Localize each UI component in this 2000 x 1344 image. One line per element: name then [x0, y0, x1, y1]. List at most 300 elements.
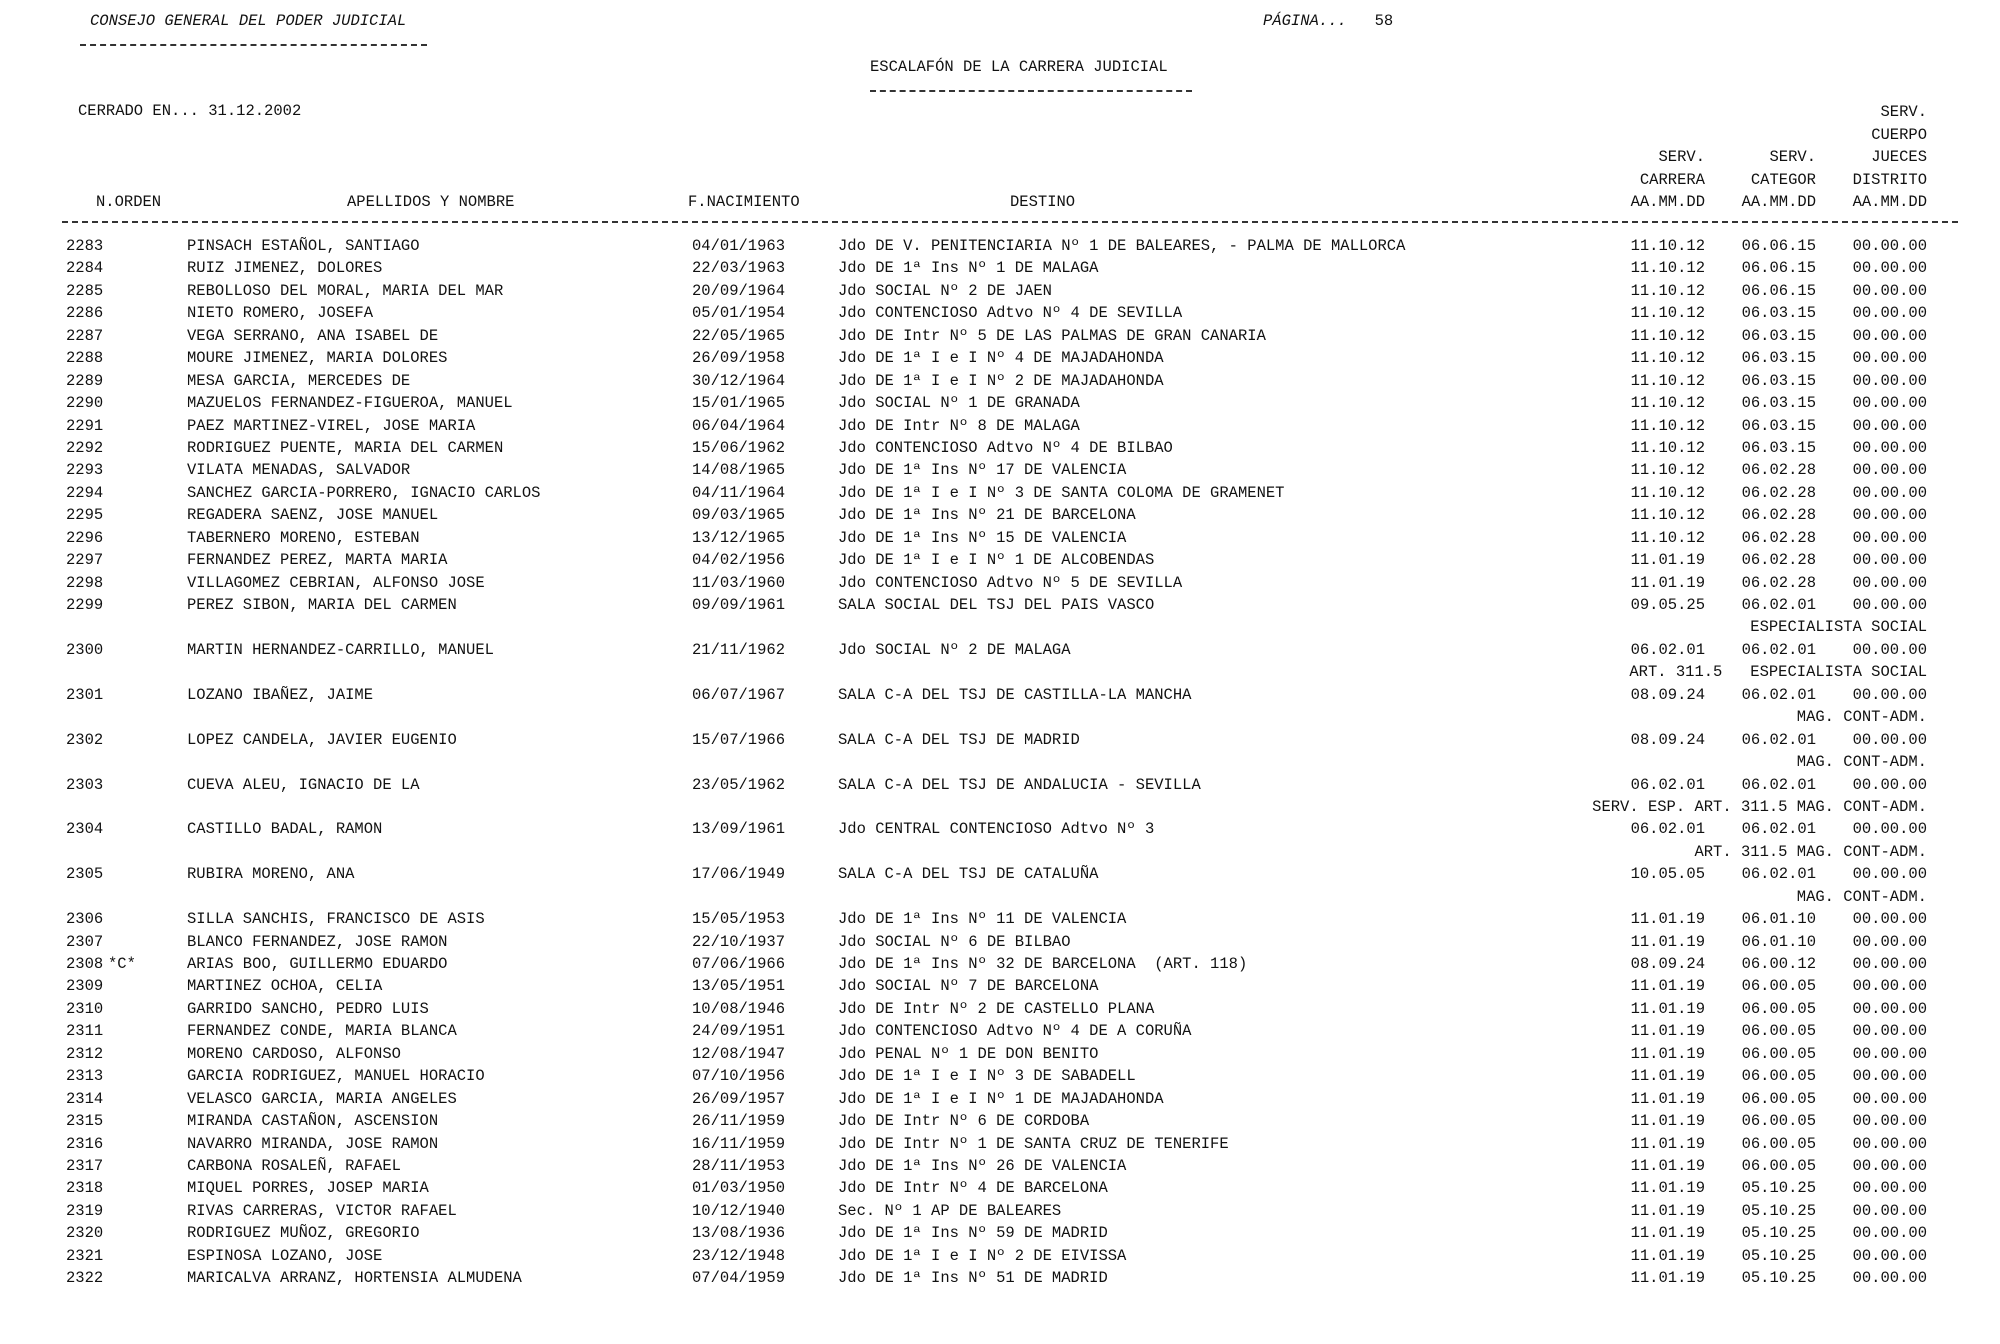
full-name: MORENO CARDOSO, ALFONSO [187, 1044, 401, 1063]
orden-number: 2306 [66, 910, 104, 929]
serv-distrito: 00.00.00 [1852, 775, 1927, 794]
table-row [0, 998, 2000, 1020]
serv-carrera: 11.01.19 [1630, 1089, 1705, 1108]
orden-number: 2286 [66, 304, 104, 323]
table-row [0, 459, 2000, 481]
birth-date: 05/01/1954 [692, 304, 786, 323]
table-row [0, 1245, 2000, 1267]
orden-number: 2295 [66, 506, 104, 525]
orden-number: 2291 [66, 416, 104, 435]
serv-carrera: 11.10.12 [1630, 259, 1705, 278]
birth-date: 07/10/1956 [692, 1067, 786, 1086]
row-annotation: MAG. CONT-ADM. [1796, 753, 1927, 772]
orden-number: 2314 [66, 1089, 104, 1108]
destination: Jdo DE Intr Nº 1 DE SANTA CRUZ DE TENERIFE [838, 1134, 1229, 1153]
birth-date: 12/08/1947 [692, 1044, 786, 1063]
full-name: VILLAGOMEZ CEBRIAN, ALFONSO JOSE [187, 573, 485, 592]
birth-date: 14/08/1965 [692, 461, 786, 480]
serv-distrito: 00.00.00 [1852, 865, 1927, 884]
orden-number: 2298 [66, 573, 104, 592]
row-annotation-line [0, 796, 2000, 818]
orden-number: 2308 [66, 955, 104, 973]
title-underline [870, 90, 1192, 92]
birth-date: 23/12/1948 [692, 1246, 786, 1265]
full-name: REBOLLOSO DEL MORAL, MARIA DEL MAR [187, 281, 504, 300]
table-row [0, 818, 2000, 840]
header-line: AA.MM.DD [1741, 193, 1816, 211]
full-name: MOURE JIMENEZ, MARIA DOLORES [187, 349, 448, 368]
table-row [0, 1222, 2000, 1244]
serv-distrito: 00.00.00 [1852, 438, 1927, 457]
serv-categoria: 05.10.25 [1741, 1269, 1816, 1288]
full-name: REGADERA SAENZ, JOSE MANUEL [187, 506, 439, 525]
birth-date: 09/03/1965 [692, 506, 786, 525]
row-annotation: ART. 311.5 ESPECIALISTA SOCIAL [1629, 663, 1927, 682]
header-line: JUECES [1871, 148, 1927, 166]
full-name: CUEVA ALEU, IGNACIO DE LA [187, 775, 420, 794]
table-row [0, 235, 2000, 257]
serv-distrito: 00.00.00 [1852, 281, 1927, 300]
table-row [0, 415, 2000, 437]
serv-carrera: 08.09.24 [1630, 685, 1705, 704]
serv-distrito: 00.00.00 [1852, 955, 1927, 973]
closing-label: CERRADO EN... [78, 102, 199, 120]
row-annotation-line [0, 886, 2000, 908]
serv-carrera: 11.10.12 [1630, 326, 1705, 345]
orden-number: 2296 [66, 528, 104, 547]
orden-number: 2287 [66, 326, 104, 345]
destination: Jdo CENTRAL CONTENCIOSO Adtvo Nº 3 [838, 820, 1155, 839]
document-title: ESCALAFÓN DE LA CARRERA JUDICIAL [870, 58, 1168, 76]
destination: Jdo CONTENCIOSO Adtvo Nº 4 DE SEVILLA [838, 304, 1183, 323]
full-name: MARTINEZ OCHOA, CELIA [187, 977, 383, 996]
row-annotation: SERV. ESP. ART. 311.5 MAG. CONT-ADM. [1592, 797, 1927, 816]
serv-distrito: 00.00.00 [1852, 394, 1927, 413]
full-name: VELASCO GARCIA, MARIA ANGELES [187, 1089, 457, 1108]
serv-carrera: 11.10.12 [1630, 461, 1705, 480]
birth-date: 17/06/1949 [692, 865, 786, 884]
full-name: BLANCO FERNANDEZ, JOSE RAMON [187, 932, 448, 951]
full-name: GARCIA RODRIGUEZ, MANUEL HORACIO [187, 1067, 485, 1086]
birth-date: 04/11/1964 [692, 483, 786, 502]
closing-date-value: 31.12.2002 [208, 102, 302, 120]
orden-number: 2289 [66, 371, 104, 390]
serv-categoria: 05.10.25 [1741, 1246, 1816, 1265]
orden-number: 2299 [66, 596, 104, 614]
serv-distrito: 00.00.00 [1852, 820, 1927, 839]
orden-number: 2301 [66, 685, 104, 704]
orden-number: 2300 [66, 640, 104, 659]
full-name: TABERNERO MORENO, ESTEBAN [187, 528, 420, 547]
full-name: PINSACH ESTAÑOL, SANTIAGO [187, 237, 420, 255]
serv-categoria: 05.10.25 [1741, 1179, 1816, 1198]
birth-date: 22/05/1965 [692, 326, 786, 345]
destination: Jdo DE 1ª Ins Nº 1 DE MALAGA [838, 259, 1099, 278]
destination: Jdo SOCIAL Nº 6 DE BILBAO [838, 932, 1071, 951]
destination: SALA C-A DEL TSJ DE CATALUÑA [838, 865, 1099, 884]
full-name: LOZANO IBAÑEZ, JAIME [187, 685, 374, 704]
col-header-categor [1742, 146, 1816, 214]
full-name: SILLA SANCHIS, FRANCISCO DE ASIS [187, 910, 485, 929]
destination: Jdo DE 1ª Ins Nº 15 DE VALENCIA [838, 528, 1127, 547]
table-row [0, 1020, 2000, 1042]
orden-number: 2312 [66, 1044, 104, 1063]
birth-date: 26/11/1959 [692, 1112, 786, 1131]
serv-carrera: 11.10.12 [1630, 371, 1705, 390]
orden-number: 2284 [66, 259, 104, 278]
birth-date: 06/07/1967 [692, 685, 786, 704]
serv-carrera: 11.01.19 [1630, 1022, 1705, 1041]
serv-categoria: 06.02.28 [1741, 461, 1816, 480]
serv-carrera: 11.01.19 [1630, 1224, 1705, 1243]
page-indicator [1263, 12, 1393, 30]
table-row [0, 527, 2000, 549]
orden-number: 2322 [66, 1269, 104, 1288]
orden-number: 2309 [66, 977, 104, 996]
full-name: CASTILLO BADAL, RAMON [187, 820, 383, 839]
destination: Jdo DE Intr Nº 2 DE CASTELLO PLANA [838, 999, 1155, 1018]
serv-categoria: 06.03.15 [1741, 416, 1816, 435]
destination: SALA C-A DEL TSJ DE CASTILLA-LA MANCHA [838, 685, 1192, 704]
orden-number: 2288 [66, 349, 104, 368]
full-name: ARIAS BOO, GUILLERMO EDUARDO [187, 955, 448, 973]
destination: SALA SOCIAL DEL TSJ DEL PAIS VASCO [838, 596, 1155, 614]
serv-distrito: 00.00.00 [1852, 461, 1927, 480]
serv-carrera: 11.10.12 [1630, 416, 1705, 435]
full-name: SANCHEZ GARCIA-PORRERO, IGNACIO CARLOS [187, 483, 541, 502]
table-row [0, 684, 2000, 706]
birth-date: 01/03/1950 [692, 1179, 786, 1198]
serv-distrito: 00.00.00 [1852, 1134, 1927, 1153]
full-name: RODRIGUEZ PUENTE, MARIA DEL CARMEN [187, 438, 504, 457]
full-name: MIRANDA CASTAÑON, ASCENSION [187, 1112, 439, 1131]
serv-distrito: 00.00.00 [1852, 551, 1927, 570]
full-name: FERNANDEZ PEREZ, MARTA MARIA [187, 551, 448, 570]
serv-distrito: 00.00.00 [1852, 1269, 1927, 1288]
serv-carrera: 11.01.19 [1630, 1179, 1705, 1198]
row-annotation-line [0, 661, 2000, 683]
birth-date: 10/12/1940 [692, 1201, 786, 1220]
table-row [0, 504, 2000, 526]
serv-distrito: 00.00.00 [1852, 1179, 1927, 1198]
table-row [0, 482, 2000, 504]
serv-categoria: 06.02.01 [1741, 596, 1816, 614]
serv-distrito: 00.00.00 [1852, 999, 1927, 1018]
header-line: CUERPO [1871, 125, 1927, 144]
full-name: RIVAS CARRERAS, VICTOR RAFAEL [187, 1201, 457, 1220]
row-annotation: ART. 311.5 MAG. CONT-ADM. [1694, 842, 1927, 861]
serv-carrera: 11.01.19 [1630, 1134, 1705, 1153]
serv-distrito: 00.00.00 [1852, 506, 1927, 525]
serv-carrera: 11.01.19 [1630, 1156, 1705, 1175]
serv-distrito: 00.00.00 [1852, 326, 1927, 345]
serv-categoria: 06.02.28 [1741, 528, 1816, 547]
serv-carrera: 11.10.12 [1630, 304, 1705, 323]
full-name: MESA GARCIA, MERCEDES DE [187, 371, 411, 390]
row-annotation-line [0, 841, 2000, 863]
serv-carrera: 11.01.19 [1630, 1112, 1705, 1131]
col-header-nombre: APELLIDOS Y NOMBRE [347, 193, 515, 211]
serv-categoria: 06.00.05 [1741, 1044, 1816, 1063]
header-line: AA.MM.DD [1630, 193, 1705, 211]
table-row [0, 774, 2000, 796]
col-header-nacimiento: F.NACIMIENTO [688, 193, 800, 211]
serv-categoria: 06.02.01 [1741, 865, 1816, 884]
destination: Jdo DE 1ª Ins Nº 26 DE VALENCIA [838, 1156, 1127, 1175]
serv-categoria: 06.02.01 [1741, 775, 1816, 794]
serv-carrera: 11.10.12 [1630, 483, 1705, 502]
serv-categoria: 06.00.05 [1741, 1134, 1816, 1153]
table-row [0, 1267, 2000, 1289]
birth-date: 30/12/1964 [692, 371, 786, 390]
destination: Jdo DE 1ª I e I Nº 1 DE ALCOBENDAS [838, 551, 1155, 570]
serv-categoria: 06.03.15 [1741, 349, 1816, 368]
orden-number: 2303 [66, 775, 104, 794]
header-line: SERV. [1769, 148, 1816, 166]
table-row [0, 325, 2000, 347]
table-row [0, 863, 2000, 885]
full-name: RUIZ JIMENEZ, DOLORES [187, 259, 383, 278]
full-name: MARICALVA ARRANZ, HORTENSIA ALMUDENA [187, 1269, 522, 1288]
full-name: VEGA SERRANO, ANA ISABEL DE [187, 326, 439, 345]
orden-number: 2302 [66, 730, 104, 749]
full-name: RODRIGUEZ MUÑOZ, GREGORIO [187, 1224, 420, 1243]
full-name: MARTIN HERNANDEZ-CARRILLO, MANUEL [187, 640, 494, 659]
table-row [0, 1065, 2000, 1087]
birth-date: 13/09/1961 [692, 820, 786, 839]
destination: Jdo DE 1ª Ins Nº 51 DE MADRID [838, 1269, 1108, 1288]
serv-categoria: 06.03.15 [1741, 326, 1816, 345]
destination: Jdo CONTENCIOSO Adtvo Nº 4 DE A CORUÑA [838, 1022, 1192, 1041]
destination: Jdo DE Intr Nº 4 DE BARCELONA [838, 1179, 1108, 1198]
serv-carrera: 06.02.01 [1630, 640, 1705, 659]
destination: Jdo SOCIAL Nº 2 DE MALAGA [838, 640, 1071, 659]
orden-number: 2285 [66, 281, 104, 300]
birth-date: 23/05/1962 [692, 775, 786, 794]
serv-carrera: 11.01.19 [1630, 551, 1705, 570]
orden-number: 2318 [66, 1179, 104, 1198]
birth-date: 07/04/1959 [692, 1269, 786, 1288]
birth-date: 13/08/1936 [692, 1224, 786, 1243]
header-separator [62, 221, 1958, 223]
serv-distrito: 00.00.00 [1852, 1044, 1927, 1063]
orden-number: 2292 [66, 438, 104, 457]
serv-distrito: 00.00.00 [1852, 349, 1927, 368]
col-header-carrera [1631, 146, 1705, 214]
orden-number: 2319 [66, 1201, 104, 1220]
birth-date: 09/09/1961 [692, 596, 786, 614]
orden-number: 2290 [66, 394, 104, 413]
table-row [0, 729, 2000, 751]
col-header-distrito [1853, 101, 1927, 214]
destination: Jdo DE 1ª Ins Nº 17 DE VALENCIA [838, 461, 1127, 480]
org-underline [80, 44, 427, 46]
serv-distrito: 00.00.00 [1852, 1201, 1927, 1220]
row-annotation: ESPECIALISTA SOCIAL [1750, 618, 1927, 637]
destination: Jdo DE 1ª I e I Nº 2 DE MAJADAHONDA [838, 371, 1164, 390]
serv-distrito: 00.00.00 [1852, 596, 1927, 614]
birth-date: 10/08/1946 [692, 999, 786, 1018]
table-row [0, 931, 2000, 953]
birth-date: 15/05/1953 [692, 910, 786, 929]
serv-carrera: 11.10.12 [1630, 438, 1705, 457]
serv-carrera: 09.05.25 [1630, 596, 1705, 614]
serv-categoria: 06.00.05 [1741, 1067, 1816, 1086]
serv-categoria: 06.00.05 [1741, 999, 1816, 1018]
orden-number: 2320 [66, 1224, 104, 1243]
birth-date: 04/01/1963 [692, 237, 786, 255]
full-name: PAEZ MARTINEZ-VIREL, JOSE MARIA [187, 416, 476, 435]
orden-number: 2315 [66, 1112, 104, 1131]
destination: Jdo DE 1ª I e I Nº 2 DE EIVISSA [838, 1246, 1127, 1265]
serv-distrito: 00.00.00 [1852, 528, 1927, 547]
table-row [0, 1133, 2000, 1155]
full-name: MAZUELOS FERNANDEZ-FIGUEROA, MANUEL [187, 394, 513, 413]
destination: Jdo SOCIAL Nº 1 DE GRANADA [838, 394, 1080, 413]
serv-categoria: 06.02.01 [1741, 820, 1816, 839]
serv-carrera: 11.01.19 [1630, 1269, 1705, 1288]
header-line: SERV. [1658, 148, 1705, 166]
birth-date: 07/06/1966 [692, 955, 786, 973]
page-number: 58 [1374, 12, 1394, 30]
serv-distrito: 00.00.00 [1852, 977, 1927, 996]
serv-carrera: 08.09.24 [1630, 730, 1705, 749]
full-name: NAVARRO MIRANDA, JOSE RAMON [187, 1134, 439, 1153]
serv-carrera: 06.02.01 [1630, 775, 1705, 794]
serv-categoria: 06.03.15 [1741, 304, 1816, 323]
table-row [0, 953, 2000, 975]
birth-date: 13/12/1965 [692, 528, 786, 547]
serv-carrera: 11.01.19 [1630, 977, 1705, 996]
destination: Jdo DE 1ª I e I Nº 1 DE MAJADAHONDA [838, 1089, 1164, 1108]
table-row [0, 347, 2000, 369]
escalafon-table [0, 235, 2000, 1290]
birth-date: 22/10/1937 [692, 932, 786, 951]
destination: Jdo CONTENCIOSO Adtvo Nº 5 DE SEVILLA [838, 573, 1183, 592]
destination: Sec. Nº 1 AP DE BALEARES [838, 1201, 1062, 1220]
serv-carrera: 11.10.12 [1630, 528, 1705, 547]
serv-carrera: 06.02.01 [1630, 820, 1705, 839]
serv-distrito: 00.00.00 [1852, 640, 1927, 659]
serv-carrera: 11.01.19 [1630, 999, 1705, 1018]
full-name: FERNANDEZ CONDE, MARIA BLANCA [187, 1022, 457, 1041]
serv-carrera: 11.01.19 [1630, 1044, 1705, 1063]
serv-categoria: 06.00.05 [1741, 1089, 1816, 1108]
serv-categoria: 06.01.10 [1741, 910, 1816, 929]
full-name: PEREZ SIBON, MARIA DEL CARMEN [187, 596, 457, 614]
destination: Jdo DE 1ª Ins Nº 32 DE BARCELONA (ART. 118) [838, 955, 1248, 973]
serv-distrito: 00.00.00 [1852, 685, 1927, 704]
serv-distrito: 00.00.00 [1852, 573, 1927, 592]
serv-categoria: 06.02.28 [1741, 573, 1816, 592]
serv-distrito: 00.00.00 [1852, 237, 1927, 255]
full-name: GARRIDO SANCHO, PEDRO LUIS [187, 999, 429, 1018]
serv-carrera: 11.10.12 [1630, 394, 1705, 413]
destination: Jdo DE 1ª I e I Nº 3 DE SANTA COLOMA DE GRAMENET [838, 483, 1285, 502]
birth-date: 04/02/1956 [692, 551, 786, 570]
table-row [0, 370, 2000, 392]
table-row [0, 908, 2000, 930]
orden-number: 2294 [66, 483, 104, 502]
orden-number: 2293 [66, 461, 104, 480]
birth-date: 22/03/1963 [692, 259, 786, 278]
birth-date: 15/06/1962 [692, 438, 786, 457]
serv-distrito: 00.00.00 [1852, 1246, 1927, 1265]
serv-categoria: 06.06.15 [1741, 281, 1816, 300]
orden-number: 2317 [66, 1156, 104, 1175]
serv-categoria: 06.06.15 [1741, 237, 1816, 255]
serv-carrera: 11.01.19 [1630, 910, 1705, 929]
birth-date: 16/11/1959 [692, 1134, 786, 1153]
serv-categoria: 06.00.05 [1741, 977, 1816, 996]
serv-categoria: 06.02.28 [1741, 551, 1816, 570]
orden-number: 2305 [66, 865, 104, 884]
table-row [0, 437, 2000, 459]
birth-date: 26/09/1957 [692, 1089, 786, 1108]
orden-flag: *C* [108, 955, 136, 973]
header-line: CARRERA [1639, 170, 1705, 189]
table-row [0, 975, 2000, 997]
serv-carrera: 11.10.12 [1630, 237, 1705, 255]
serv-distrito: 00.00.00 [1852, 483, 1927, 502]
serv-categoria: 06.02.01 [1741, 640, 1816, 659]
destination: Jdo DE 1ª I e I Nº 3 DE SABADELL [838, 1067, 1136, 1086]
serv-categoria: 05.10.25 [1741, 1224, 1816, 1243]
table-row [0, 302, 2000, 324]
serv-distrito: 00.00.00 [1852, 416, 1927, 435]
destination: Jdo PENAL Nº 1 DE DON BENITO [838, 1044, 1099, 1063]
serv-categoria: 06.06.15 [1741, 259, 1816, 278]
serv-categoria: 06.02.01 [1741, 685, 1816, 704]
serv-distrito: 00.00.00 [1852, 371, 1927, 390]
row-annotation-line [0, 706, 2000, 728]
table-row [0, 1088, 2000, 1110]
header-line: CATEGOR [1750, 170, 1816, 189]
header-line: AA.MM.DD [1852, 193, 1927, 211]
serv-categoria: 05.10.25 [1741, 1201, 1816, 1220]
destination: Jdo SOCIAL Nº 2 DE JAEN [838, 281, 1052, 300]
header-line: SERV. [1880, 103, 1927, 121]
orden-number: 2307 [66, 932, 104, 951]
destination: Jdo DE 1ª I e I Nº 4 DE MAJADAHONDA [838, 349, 1164, 368]
row-annotation-line [0, 751, 2000, 773]
destination: Jdo DE 1ª Ins Nº 11 DE VALENCIA [838, 910, 1127, 929]
serv-categoria: 06.02.01 [1741, 730, 1816, 749]
serv-categoria: 06.01.10 [1741, 932, 1816, 951]
serv-carrera: 11.01.19 [1630, 932, 1705, 951]
serv-carrera: 11.10.12 [1630, 281, 1705, 300]
table-row [0, 594, 2000, 616]
serv-distrito: 00.00.00 [1852, 1067, 1927, 1086]
serv-carrera: 11.01.19 [1630, 1067, 1705, 1086]
table-row [0, 1200, 2000, 1222]
serv-distrito: 00.00.00 [1852, 1112, 1927, 1131]
header-line: DISTRITO [1852, 170, 1927, 189]
destination: Jdo DE 1ª Ins Nº 21 DE BARCELONA [838, 506, 1136, 525]
birth-date: 15/07/1966 [692, 730, 786, 749]
destination: Jdo DE Intr Nº 6 DE CORDOBA [838, 1112, 1090, 1131]
orden-number: 2316 [66, 1134, 104, 1153]
birth-date: 24/09/1951 [692, 1022, 786, 1041]
col-header-destino: DESTINO [1010, 193, 1076, 211]
serv-distrito: 00.00.00 [1852, 1156, 1927, 1175]
serv-distrito: 00.00.00 [1852, 259, 1927, 278]
birth-date: 26/09/1958 [692, 349, 786, 368]
orden-number: 2304 [66, 820, 104, 839]
serv-carrera: 11.10.12 [1630, 506, 1705, 525]
birth-date: 21/11/1962 [692, 640, 786, 659]
orden-number: 2297 [66, 551, 104, 570]
